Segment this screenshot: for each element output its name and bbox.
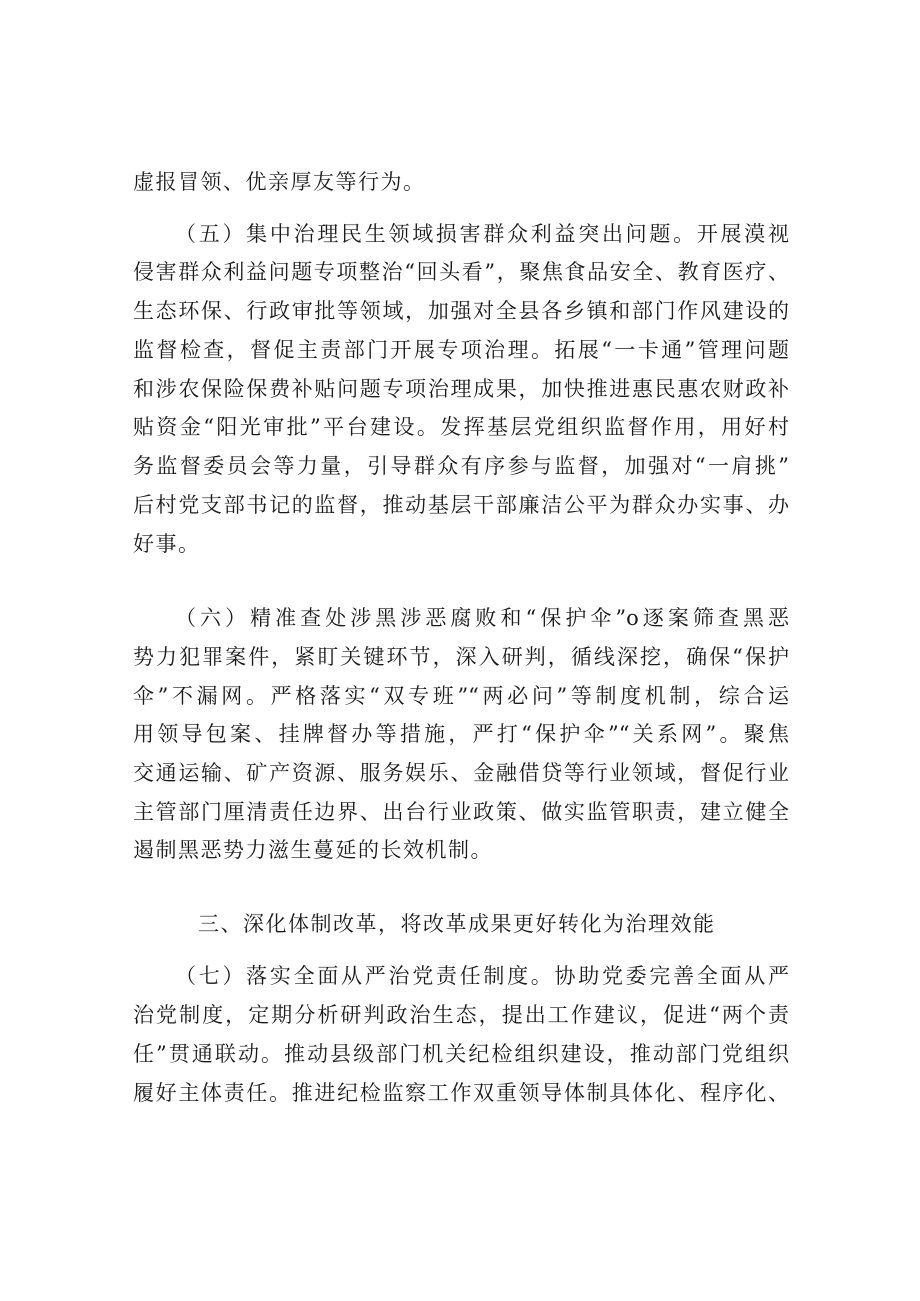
- text-line: 用领导包案、挂牌督办等措施，严打“保护伞”“关系网”。聚焦: [133, 722, 789, 746]
- text-line: 务监督委员会等力量，引导群众有序参与监督，加强对“一肩挑”: [133, 454, 789, 478]
- text-line: 伞”不漏网。严格落实“双专班”“两必问”等制度机制，综合运: [133, 684, 789, 708]
- text-line: 遏制黑恶势力滋生蔓延的长效机制。: [133, 838, 493, 862]
- paragraph-5-heading-line: （五）集中治理民生领域损害群众利益突出问题。开展漠视: [175, 222, 789, 246]
- text-line: 主管部门厘清责任边界、出台行业政策、做实监管职责，建立健全: [133, 800, 789, 824]
- text-line: 生态环保、行政审批等领域，加强对全县各乡镇和部门作风建设的: [133, 299, 789, 323]
- text-line: 贴资金“阳光审批”平台建设。发挥基层党组织监督作用，用好村: [133, 415, 789, 439]
- text-line: 侵害群众利益问题专项整治“回头看”，聚焦食品安全、教育医疗、: [133, 260, 789, 284]
- text-line: 后村党支部书记的监督，推动基层干部廉洁公平为群众办实事、办: [133, 493, 789, 517]
- text-line: 监督检查，督促主责部门开展专项治理。拓展“一卡通”管理问题: [133, 338, 789, 362]
- paragraph-7-heading-line: （七）落实全面从严治党责任制度。协助党委完善全面从严: [175, 964, 789, 988]
- text-line: 履好主体责任。推进纪检监察工作双重领导体制具体化、程序化、: [133, 1081, 789, 1105]
- text-line: 好事。: [133, 532, 201, 556]
- paragraph-6-heading-line: （六）精准查处涉黑涉恶腐败和“保护伞”o逐案筛查黑恶: [175, 606, 789, 630]
- text-line: 交通运输、矿产资源、服务娱乐、金融借贷等行业领域，督促行业: [133, 761, 789, 785]
- text-line: 势力犯罪案件，紧盯关键环节，深入研判，循线深挖，确保“保护: [133, 645, 789, 669]
- text-line: 任”贯通联动。推动县级部门机关纪检组织建设，推动部门党组织: [133, 1042, 789, 1066]
- text-line: 和涉农保险保费补贴问题专项治理成果，加快推进惠民惠农财政补: [133, 377, 789, 401]
- section-3-heading: 三、深化体制改革，将改革成果更好转化为治理效能: [198, 912, 716, 936]
- text-line: 虚报冒领、优亲厚友等行为。: [133, 170, 426, 194]
- text-line: 治党制度，定期分析研判政治生态，提出工作建议，促进“两个责: [133, 1003, 789, 1027]
